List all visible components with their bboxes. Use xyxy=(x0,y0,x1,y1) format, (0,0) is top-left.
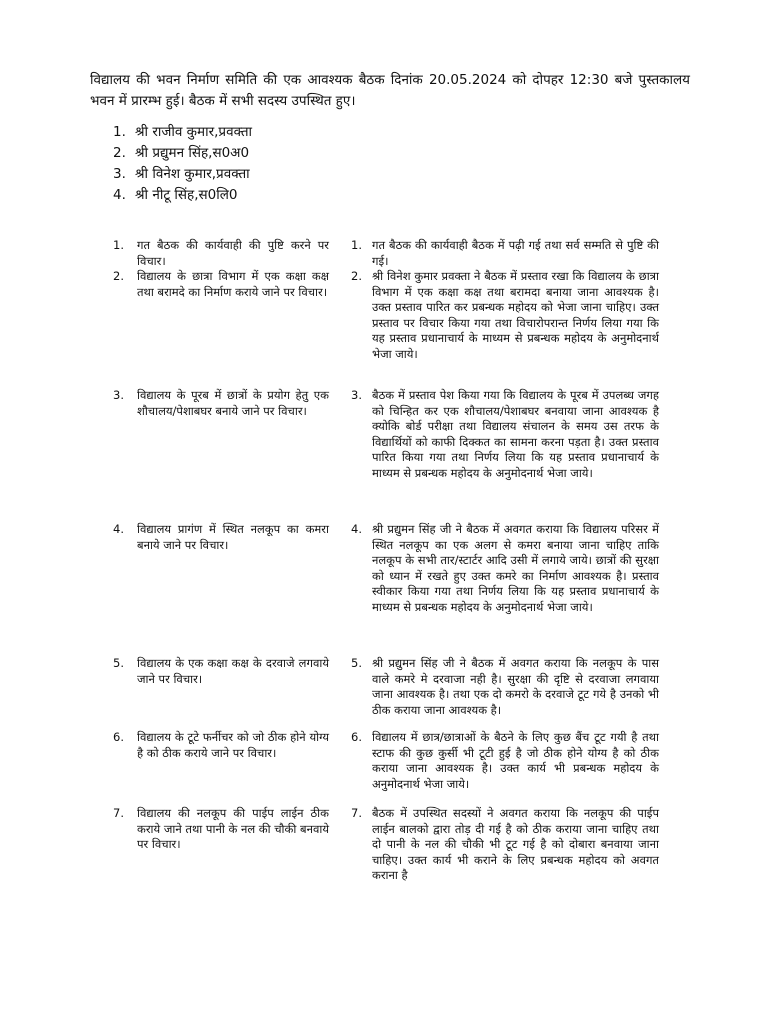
attendee-number: 3. xyxy=(113,166,126,182)
agenda-number: 5. xyxy=(113,656,124,670)
resolution-text: श्री प्रद्युमन सिंह जी ने बैठक में अवगत कराया कि विद्यालय परिसर में स्थित नलकूप का एक अलग से कमरा बनाया जाना चाहिए ताकि नलकूप के सभी तार/स्टार्टर आदि उसी में लगाये जाये। छात्रों की सुरक्षा को ध्यान में रखते हुए उक्त कमरे का निर्माण आवश्यक है। प्रस्ताव स्वीकार किया गया तथा निर्णय लिया कि यह प्रस्ताव प्रधानाचार्य के माध्यम से प्रबन्धक महोदय के अनुमोदनार्थ भेजा जाये। xyxy=(372,522,659,614)
resolution-text: श्री प्रद्युमन सिंह जी ने बैठक में अवगत कराया कि नलकूप के पास वाले कमरे मे दरवाजा नही है। सुरक्षा की दृष्टि से दरवाजा लगवाया जाना आवश्यक है। तथा एक दो कमरो के दरवाजे टूट गये है उनको भी ठीक कराया जाना आवश्यक है। xyxy=(372,656,659,717)
agenda-text: विद्यालय की नलकूप की पाईप लाईन ठीक कराये जाने तथा पानी के नल की चौकी बनवाये पर विचार। xyxy=(137,806,329,852)
attendee-item xyxy=(113,143,533,164)
resolution-number: 1. xyxy=(351,238,362,252)
intro-paragraph: विद्यालय की भवन निर्माण समिति की एक आवश्यक बैठक दिनांक 20.05.2024 को दोपहर 12:30 बजे पुस्तकालय भवन में प्रारम्भ हुई। बैठक में सभी सदस्य उपस्थित हुए। xyxy=(90,72,690,109)
resolution-text: श्री विनेश कुमार प्रवक्ता ने बैठक में प्रस्ताव रखा कि विद्यालय के छात्रा विभाग में एक कक्षा कक्ष तथा बरामदा बनाया जाना आवश्यक है। उक्त प्रस्ताव पारित कर प्रबन्धक महोदय को भेजा जाना चाहिए। उक्त प्रस्ताव पर विचार किया गया तथा विचारोपरान्त निर्णय लिया गया कि यह प्रस्ताव प्रधानाचार्य के माध्यम से प्रबन्धक महोदय के अनुमोदनार्थ भेजा जाये। xyxy=(372,269,659,361)
resolution-text: गत बैठक की कार्यवाही बैठक में पढ़ी गई तथा सर्व सम्मति से पुष्टि की गई। xyxy=(372,238,659,268)
attendee-name: श्री विनेश कुमार,प्रवक्ता xyxy=(135,166,250,182)
agenda-number: 2. xyxy=(113,269,124,283)
resolution-number: 4. xyxy=(351,522,362,536)
agenda-number: 3. xyxy=(113,388,124,402)
resolution-number: 2. xyxy=(351,269,362,283)
attendee-name: श्री प्रद्युमन सिंह,स0अ0 xyxy=(135,145,250,161)
resolution-number: 7. xyxy=(351,806,362,820)
attendee-item xyxy=(113,164,533,185)
resolution-number: 3. xyxy=(351,388,362,402)
resolution-text: बैठक में उपस्थित सदस्यों ने अवगत कराया कि नलकूप की पाईप लाईन बालको द्वारा तोड़ दी गई है को ठीक कराया जाना चाहिए तथा दो पानी के नल की चौकी भी टूट गई है को दोबारा बनवाया जाना चाहिए। उक्त कार्य भी कराने के लिए प्रबन्धक महोदय को अवगत कराना है xyxy=(372,806,659,883)
attendee-name: श्री राजीव कुमार,प्रवक्ता xyxy=(135,124,253,140)
agenda-text: विद्यालय के एक कक्षा कक्ष के दरवाजे लगवाये जाने पर विचार। xyxy=(137,656,329,686)
agenda-number: 4. xyxy=(113,522,124,536)
resolution-number: 6. xyxy=(351,730,362,744)
agenda-text: विद्यालय के टूटे फर्नीचर को जो ठीक होने योग्य है को ठीक कराये जाने पर विचार। xyxy=(137,730,329,760)
agenda-number: 1. xyxy=(113,238,124,252)
agenda-text: गत बैठक की कार्यवाही की पुष्टि करने पर विचार। xyxy=(137,238,329,268)
attendee-number: 1. xyxy=(113,124,126,140)
attendee-item xyxy=(113,185,533,206)
attendee-name: श्री नीटू सिंह,स0लि0 xyxy=(135,187,238,203)
attendee-number: 4. xyxy=(113,187,126,203)
agenda-number: 7. xyxy=(113,806,124,820)
attendee-list xyxy=(113,122,533,206)
agenda-text: विद्यालय प्रागंण में स्थित नलकूप का कमरा बनाये जाने पर विचार। xyxy=(137,522,329,552)
attendee-item xyxy=(113,122,533,143)
agenda-text: विद्यालय के पूरब में छात्रों के प्रयोग हेतु एक शौचालय/पेशाबघर बनाये जाने पर विचार। xyxy=(137,388,329,418)
agenda-number: 6. xyxy=(113,730,124,744)
resolution-text: विद्यालय में छात्र/छात्राओं के बैठने के लिए कुछ बैंच टूट गयी है तथा स्टाफ की कुछ कुर्सी भी टूटी हुई है जो ठीक होने योग्य है को ठीक कराया जाना आवश्यक है। उक्त कार्य भी प्रबन्धक महोदय के अनुमोदनार्थ भेजा जाये। xyxy=(372,730,659,791)
resolution-text: बैठक में प्रस्ताव पेश किया गया कि विद्यालय के पूरब में उपलब्ध जगह को चिन्हित कर एक शौचालय/पेशाबघर बनवाया जाना आवश्यक है क्योकि बोर्ड परीक्षा तथा विद्यालय संचालन के समय उस तरफ के विद्यार्थियों को काफी दिक्कत का सामना करना पड़ता है। उक्त प्रस्ताव पारित किया गया तथा निर्णय लिया कि यह प्रस्ताव प्रधानाचार्य के माध्यम से प्रबन्धक महोदय के अनुमोदनार्थ भेजा जाये। xyxy=(372,388,659,480)
agenda-text: विद्यालय के छात्रा विभाग में एक कक्षा कक्ष तथा बरामदे का निर्माण कराये जाने पर विचार। xyxy=(137,269,329,299)
attendee-number: 2. xyxy=(113,145,126,161)
resolution-number: 5. xyxy=(351,656,362,670)
